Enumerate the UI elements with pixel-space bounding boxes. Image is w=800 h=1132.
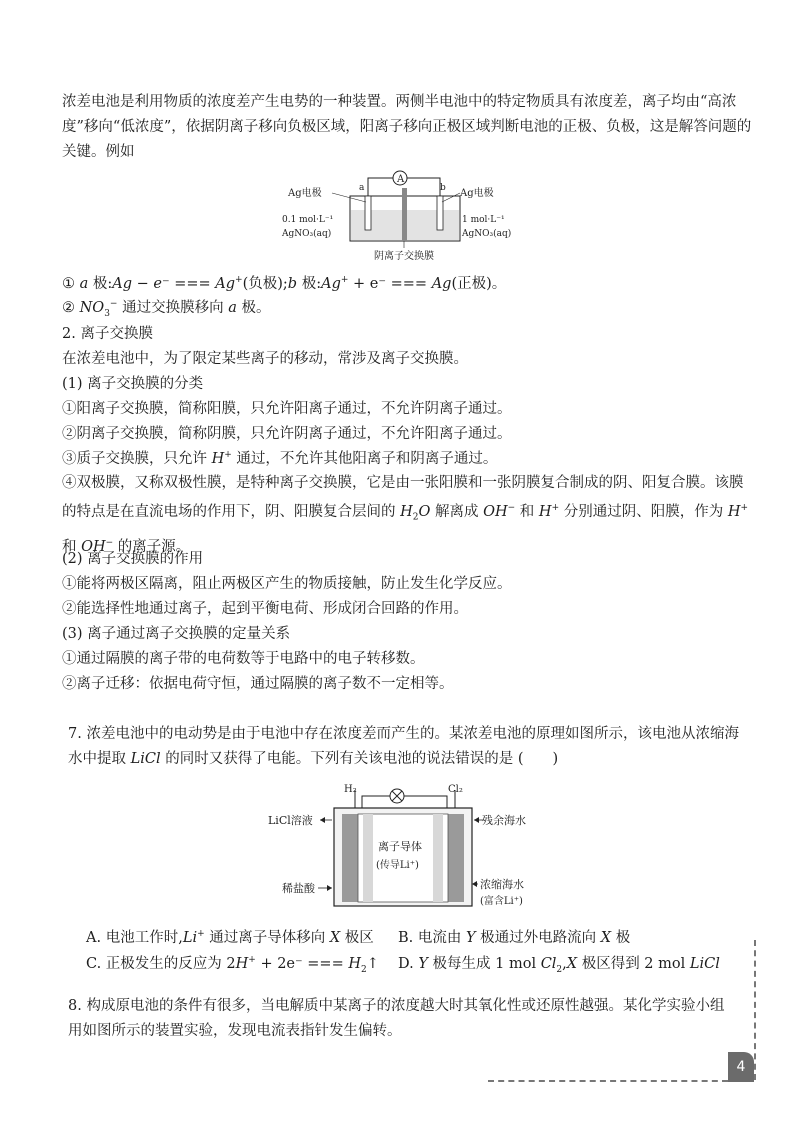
svg-text:AgNO₃(aq): AgNO₃(aq) — [282, 229, 332, 239]
classification-item-3: ③质子交换膜，只允许 H+ 通过，不允许其他阳离子和阴离子通过。 — [62, 450, 498, 467]
licl-concentration-cell-diagram — [262, 778, 542, 918]
classification-item-1: ①阳离子交换膜，简称阳膜，只允许阳离子通过，不允许阴离子通过。 — [62, 401, 512, 417]
option-c[interactable]: C. 正极发生的反应为 2H+ + 2e⁻ === $H_2↑$ — [86, 955, 379, 975]
svg-text:残余海水: 残余海水 — [482, 814, 526, 827]
question-7: 7. 浓差电池中的电动势是由于电池中存在浓度差而产生的。某浓差电池的原理如图所示，该电池从浓缩海水中提取 LiCl 的同时又获得了电能。下列有关该电池的说法错误的是 ( ) — [68, 726, 739, 767]
option-d[interactable]: D. Y 极每生成 1 mol $Cl_2,X$ 极区得到 2 mol LiCl — [398, 956, 720, 975]
svg-text:浓缩海水: 浓缩海水 — [480, 878, 524, 891]
svg-text:Ag电极: Ag电极 — [460, 188, 494, 199]
svg-text:离子导体: 离子导体 — [378, 840, 422, 853]
svg-text:阴离子交换膜: 阴离子交换膜 — [374, 251, 434, 262]
svg-text:1 mol·L⁻¹: 1 mol·L⁻¹ — [462, 215, 505, 225]
svg-text:0.1 mol·L⁻¹: 0.1 mol·L⁻¹ — [282, 215, 334, 225]
svg-text:A: A — [397, 174, 405, 185]
question-8: 8. 构成原电池的条件有很多，当电解质中某离子的浓度越大时其氧化性或还原性越强。某化学实验小组用如图所示的装置实验，发现电流表指针发生偏转。 — [68, 998, 725, 1039]
reaction-line-2: ② $NO_3^-$ 通过交换膜移向 a 极。 — [62, 299, 271, 319]
function-item-2: ②能选择性地通过离子，起到平衡电荷、形成闭合回路的作用。 — [62, 601, 468, 617]
reaction-line-1: ① a 极:Ag − e⁻ === Ag+(负极);b 极:Ag+ + e⁻ === Ag(正极)。 — [62, 275, 507, 292]
subsection-3-title: (3) 离子通过离子交换膜的定量关系 — [62, 626, 291, 642]
page-border-vertical — [754, 940, 756, 1080]
svg-text:(富含Li⁺): (富含Li⁺) — [480, 896, 523, 907]
svg-text:a: a — [359, 183, 365, 193]
quantitative-item-1: ①通过隔膜的离子带的电荷数等于电路中的电子转移数。 — [62, 651, 425, 667]
option-b[interactable]: B. 电流由 Y 极通过外电路流向 X 极 — [398, 930, 631, 946]
option-a[interactable]: A. 电池工作时,Li+ 通过离子导体移向 X 极区 — [86, 929, 374, 946]
quantitative-item-2: ②离子迁移：依据电荷守恒，通过隔膜的离子数不一定相等。 — [62, 676, 454, 692]
svg-text:b: b — [440, 183, 446, 193]
page-number: 4 — [728, 1052, 754, 1082]
section-2-intro: 在浓差电池中，为了限定某些离子的移动，常涉及离子交换膜。 — [62, 351, 468, 367]
classification-item-2: ②阴离子交换膜，简称阴膜，只允许阴离子通过，不允许阳离子通过。 — [62, 426, 512, 442]
ag-concentration-cell-diagram — [280, 166, 530, 262]
svg-text:(传导Li⁺): (传导Li⁺) — [376, 860, 419, 871]
svg-text:LiCl溶液: LiCl溶液 — [268, 814, 313, 827]
question-number: 8. — [68, 998, 82, 1014]
section-2-title: 2. 离子交换膜 — [62, 326, 153, 342]
subsection-1-title: (1) 离子交换膜的分类 — [62, 376, 204, 392]
svg-text:H₂: H₂ — [344, 784, 357, 795]
svg-text:AgNO₃(aq): AgNO₃(aq) — [462, 229, 512, 239]
subsection-2-title: (2) 离子交换膜的作用 — [62, 551, 204, 567]
svg-text:Cl₂: Cl₂ — [448, 784, 463, 795]
intro-paragraph: 浓差电池是利用物质的浓度差产生电势的一种装置。两侧半电池中的特定物质具有浓度差，离子均由“高浓度”移向“低浓度”，依据阴离子移向负极区域，阳离子移向正极区域判断电池的正极、负极，这是解答问题的关键。例如 — [62, 94, 752, 160]
function-item-1: ①能将两极区隔离，阻止两极区产生的物质接触，防止发生化学反应。 — [62, 576, 512, 592]
page-border-horizontal — [488, 1080, 728, 1082]
svg-text:Ag电极: Ag电极 — [288, 188, 322, 199]
classification-item-4: ④双极膜，又称双极性膜，是特种离子交换膜，它是由一张阳膜和一张阴膜复合制成的阴、阳复合膜。该膜的特点是在直流电场的作用下，阴、阳膜复合层间的 $H_2O$ 解离成 OH− 和 H+ 分别通过阴、阳膜，作为 H+ 和 OH− 的离子源。 — [62, 475, 749, 555]
svg-text:稀盐酸: 稀盐酸 — [282, 882, 315, 895]
question-number: 7. — [68, 726, 82, 742]
